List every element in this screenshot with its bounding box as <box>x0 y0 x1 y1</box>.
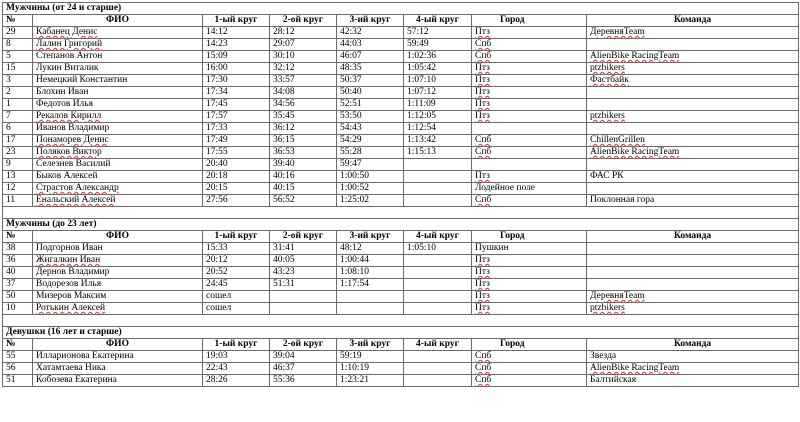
header-lap3: 3-ий круг <box>337 15 404 27</box>
table-row <box>3 303 799 315</box>
spacer-cell <box>3 315 799 327</box>
cell-no: 2 <box>3 87 33 99</box>
cell-lap1: 16:00 <box>203 63 270 75</box>
cell-lap1: 19:03 <box>203 351 270 363</box>
cell-lap1: сошел <box>203 291 270 303</box>
cell-no: 10 <box>3 303 33 315</box>
cell-lap1: сошел <box>203 303 270 315</box>
table-row <box>3 99 799 111</box>
cell-team <box>587 39 799 51</box>
cell-lap3 <box>337 303 404 315</box>
cell-team <box>587 279 799 291</box>
section-title: Мужчины (до 23 лет) <box>3 219 799 231</box>
cell-lap4: 59:49 <box>404 39 472 51</box>
cell-name: Кабанец Денис <box>33 27 203 39</box>
cell-no: 56 <box>3 363 33 375</box>
table-row <box>3 363 799 375</box>
cell-name: Лукин Виталик <box>33 63 203 75</box>
cell-lap3: 1:00:52 <box>337 183 404 195</box>
cell-city: Спб <box>472 135 587 147</box>
cell-city: Птз <box>472 87 587 99</box>
cell-no: 37 <box>3 279 33 291</box>
cell-team: AlienBike RacingTeam <box>587 147 799 159</box>
table-row <box>3 51 799 63</box>
cell-team <box>587 123 799 135</box>
cell-city: Спб <box>472 195 587 207</box>
table-row <box>3 27 799 39</box>
cell-lap3: 1:25:02 <box>337 195 404 207</box>
cell-lap1: 20:15 <box>203 183 270 195</box>
cell-city: Спб <box>472 351 587 363</box>
cell-lap2: 39:04 <box>270 351 337 363</box>
cell-city: Птз <box>472 63 587 75</box>
cell-lap3: 50:40 <box>337 87 404 99</box>
cell-lap4: 1:15:13 <box>404 147 472 159</box>
cell-lap2: 40:16 <box>270 171 337 183</box>
cell-lap1: 28:26 <box>203 375 270 387</box>
cell-city: Спб <box>472 51 587 63</box>
table-row <box>3 75 799 87</box>
cell-name: Понаморев Денис <box>33 135 203 147</box>
cell-lap3: 53:50 <box>337 111 404 123</box>
cell-team <box>587 159 799 171</box>
cell-name: Водорезов Илья <box>33 279 203 291</box>
cell-no: 55 <box>3 351 33 363</box>
cell-name: Поляков Виктор <box>33 147 203 159</box>
cell-team <box>587 99 799 111</box>
cell-lap2: 36:15 <box>270 135 337 147</box>
header-no: № <box>3 339 33 351</box>
cell-city: Спб <box>472 375 587 387</box>
cell-lap3: 1:08:10 <box>337 267 404 279</box>
cell-name: Федотов Илья <box>33 99 203 111</box>
cell-city: Пушкин <box>472 243 587 255</box>
table-row <box>3 279 799 291</box>
table-row <box>3 39 799 51</box>
cell-city: Птз <box>472 303 587 315</box>
cell-no: 40 <box>3 267 33 279</box>
cell-team: AlienBike RacingTeam <box>587 363 799 375</box>
cell-no: 29 <box>3 27 33 39</box>
cell-city: Птз <box>472 279 587 291</box>
cell-lap1: 17:55 <box>203 147 270 159</box>
cell-lap2: 36:12 <box>270 123 337 135</box>
header-lap2: 2-ой круг <box>270 15 337 27</box>
header-lap3: 3-ий круг <box>337 339 404 351</box>
cell-lap1: 24:45 <box>203 279 270 291</box>
table-row <box>3 267 799 279</box>
cell-lap3: 46:07 <box>337 51 404 63</box>
header-lap2: 2-ой круг <box>270 231 337 243</box>
cell-name: Селезнев Василий <box>33 159 203 171</box>
cell-city: Птз <box>472 75 587 87</box>
cell-lap2: 34:08 <box>270 87 337 99</box>
cell-lap4 <box>404 291 472 303</box>
cell-lap4 <box>404 267 472 279</box>
table-row <box>3 255 799 267</box>
cell-lap3: 50:37 <box>337 75 404 87</box>
cell-team <box>587 243 799 255</box>
header-lap1: 1-ый круг <box>203 231 270 243</box>
cell-name: Лалин Григорий <box>33 39 203 51</box>
cell-city: Птз <box>472 171 587 183</box>
header-lap2: 2-ой круг <box>270 339 337 351</box>
cell-lap3: 1:00:44 <box>337 255 404 267</box>
cell-lap2: 55:36 <box>270 375 337 387</box>
cell-lap3: 44:03 <box>337 39 404 51</box>
cell-name: Страстов Александр <box>33 183 203 195</box>
cell-lap4: 1:13:42 <box>404 135 472 147</box>
cell-lap2: 28:12 <box>270 27 337 39</box>
section-spacer <box>3 315 799 327</box>
header-city: Город <box>472 339 587 351</box>
table-row <box>3 111 799 123</box>
cell-name: Немецкий Константин <box>33 75 203 87</box>
cell-lap4 <box>404 375 472 387</box>
cell-no: 23 <box>3 147 33 159</box>
cell-lap1: 15:09 <box>203 51 270 63</box>
cell-name: Жигалкин Иван <box>33 255 203 267</box>
cell-lap2: 34:56 <box>270 99 337 111</box>
results-table <box>2 2 799 387</box>
cell-city: Птз <box>472 267 587 279</box>
cell-lap2: 35:45 <box>270 111 337 123</box>
cell-team: AlienBike RacingTeam <box>587 51 799 63</box>
cell-lap4 <box>404 351 472 363</box>
cell-lap2: 43:23 <box>270 267 337 279</box>
cell-lap3: 54:29 <box>337 135 404 147</box>
cell-team <box>587 183 799 195</box>
cell-city <box>472 159 587 171</box>
cell-team: Поклонная гора <box>587 195 799 207</box>
header-lap4: 4-ый круг <box>404 231 472 243</box>
cell-no: 13 <box>3 171 33 183</box>
cell-name: Хатамтаева Ника <box>33 363 203 375</box>
cell-no: 9 <box>3 159 33 171</box>
cell-team: ДеревняTeam <box>587 291 799 303</box>
cell-team: ДеревняTeam <box>587 27 799 39</box>
header-lap4: 4-ый круг <box>404 339 472 351</box>
cell-lap2: 40:05 <box>270 255 337 267</box>
cell-team <box>587 87 799 99</box>
table-row <box>3 135 799 147</box>
cell-lap1: 17:34 <box>203 87 270 99</box>
cell-lap2: 56:52 <box>270 195 337 207</box>
section-title: Мужчины (от 24 и старше) <box>3 3 799 15</box>
cell-lap3: 1:23:21 <box>337 375 404 387</box>
cell-name: Дернов Владимир <box>33 267 203 279</box>
cell-lap4: 1:02:36 <box>404 51 472 63</box>
cell-lap2: 46:37 <box>270 363 337 375</box>
cell-name: Ротькин Алексей <box>33 303 203 315</box>
cell-lap2: 40:15 <box>270 183 337 195</box>
cell-lap2: 31:41 <box>270 243 337 255</box>
cell-lap2: 39:40 <box>270 159 337 171</box>
cell-team: ФАС РК <box>587 171 799 183</box>
cell-team: ptzbikers <box>587 303 799 315</box>
cell-team: ptzbikers <box>587 63 799 75</box>
cell-name: Рекалов Кирилл <box>33 111 203 123</box>
cell-city: Птз <box>472 99 587 111</box>
cell-lap1: 17:57 <box>203 111 270 123</box>
cell-lap3: 1:10:19 <box>337 363 404 375</box>
cell-lap2: 29:07 <box>270 39 337 51</box>
cell-no: 11 <box>3 195 33 207</box>
table-row <box>3 159 799 171</box>
cell-lap1: 14:12 <box>203 27 270 39</box>
header-lap3: 3-ий круг <box>337 231 404 243</box>
table-row <box>3 375 799 387</box>
cell-lap4: 1:05:10 <box>404 243 472 255</box>
cell-lap1: 17:30 <box>203 75 270 87</box>
cell-no: 36 <box>3 255 33 267</box>
header-name: ФИО <box>33 15 203 27</box>
cell-city <box>472 123 587 135</box>
cell-city: Лодейное поле <box>472 183 587 195</box>
cell-no: 5 <box>3 51 33 63</box>
table-row <box>3 351 799 363</box>
cell-lap4 <box>404 279 472 291</box>
cell-lap3: 54:43 <box>337 123 404 135</box>
header-row <box>3 15 799 27</box>
cell-lap3: 59:47 <box>337 159 404 171</box>
cell-lap3: 59:19 <box>337 351 404 363</box>
cell-name: Илларионова Екатерина <box>33 351 203 363</box>
table-row <box>3 243 799 255</box>
cell-lap1: 17:49 <box>203 135 270 147</box>
cell-lap2: 33:57 <box>270 75 337 87</box>
table-row <box>3 87 799 99</box>
cell-lap2: 32:12 <box>270 63 337 75</box>
cell-lap4 <box>404 195 472 207</box>
cell-lap1: 14:23 <box>203 39 270 51</box>
cell-name: Блохин Иван <box>33 87 203 99</box>
cell-city: Птз <box>472 291 587 303</box>
cell-no: 38 <box>3 243 33 255</box>
section-title-row <box>3 327 799 339</box>
cell-lap4 <box>404 255 472 267</box>
cell-team: Фастбайк <box>587 75 799 87</box>
cell-lap4: 1:05:42 <box>404 63 472 75</box>
cell-lap1: 20:52 <box>203 267 270 279</box>
header-row <box>3 339 799 351</box>
cell-lap3: 52:51 <box>337 99 404 111</box>
header-row <box>3 231 799 243</box>
cell-team: Балтийская <box>587 375 799 387</box>
cell-lap3: 48:12 <box>337 243 404 255</box>
cell-city: Спб <box>472 39 587 51</box>
table-row <box>3 195 799 207</box>
cell-city: Птз <box>472 27 587 39</box>
cell-lap1: 20:40 <box>203 159 270 171</box>
cell-name: Кобозева Екатерина <box>33 375 203 387</box>
header-lap1: 1-ый круг <box>203 15 270 27</box>
cell-lap3: 42:32 <box>337 27 404 39</box>
cell-lap3 <box>337 291 404 303</box>
cell-no: 15 <box>3 63 33 75</box>
cell-lap4: 57:12 <box>404 27 472 39</box>
section-spacer <box>3 207 799 219</box>
cell-name: Быков Алексей <box>33 171 203 183</box>
header-lap1: 1-ый круг <box>203 339 270 351</box>
cell-lap1: 27:56 <box>203 195 270 207</box>
cell-no: 1 <box>3 99 33 111</box>
cell-name: Иванов Владимир <box>33 123 203 135</box>
cell-no: 3 <box>3 75 33 87</box>
cell-lap2: 51:31 <box>270 279 337 291</box>
spacer-cell <box>3 207 799 219</box>
cell-name: Подгорнов Иван <box>33 243 203 255</box>
cell-no: 17 <box>3 135 33 147</box>
cell-city: Спб <box>472 147 587 159</box>
cell-team: ChillenGrillen <box>587 135 799 147</box>
table-row <box>3 183 799 195</box>
cell-name: Мизеров Максим <box>33 291 203 303</box>
cell-lap4: 1:12:05 <box>404 111 472 123</box>
cell-lap2: 30:10 <box>270 51 337 63</box>
section-title-row <box>3 219 799 231</box>
cell-no: 50 <box>3 291 33 303</box>
cell-lap1: 17:45 <box>203 99 270 111</box>
cell-lap4 <box>404 171 472 183</box>
cell-lap4: 1:12:54 <box>404 123 472 135</box>
cell-no: 7 <box>3 111 33 123</box>
header-name: ФИО <box>33 339 203 351</box>
table-row <box>3 63 799 75</box>
cell-lap4: 1:07:10 <box>404 75 472 87</box>
cell-team <box>587 255 799 267</box>
table-row <box>3 291 799 303</box>
cell-city: Птз <box>472 111 587 123</box>
cell-no: 51 <box>3 375 33 387</box>
cell-lap2 <box>270 291 337 303</box>
cell-no: 8 <box>3 39 33 51</box>
cell-lap4: 1:07:12 <box>404 87 472 99</box>
header-team: Команда <box>587 15 799 27</box>
cell-lap1: 20:18 <box>203 171 270 183</box>
section-title-row <box>3 3 799 15</box>
cell-lap1: 15:33 <box>203 243 270 255</box>
header-no: № <box>3 231 33 243</box>
cell-lap3: 1:00:50 <box>337 171 404 183</box>
cell-city: Спб <box>472 363 587 375</box>
cell-name: Енальский Алексей <box>33 195 203 207</box>
header-city: Город <box>472 231 587 243</box>
cell-lap4 <box>404 183 472 195</box>
cell-lap4 <box>404 363 472 375</box>
cell-lap1: 20:12 <box>203 255 270 267</box>
cell-lap3: 55:28 <box>337 147 404 159</box>
cell-lap1: 17:33 <box>203 123 270 135</box>
cell-team: Звезда <box>587 351 799 363</box>
cell-no: 12 <box>3 183 33 195</box>
cell-name: Степанов Антон <box>33 51 203 63</box>
section-title: Девушки (16 лет и старше) <box>3 327 799 339</box>
header-team: Команда <box>587 339 799 351</box>
cell-team: ptzbikers <box>587 111 799 123</box>
cell-lap3: 48:35 <box>337 63 404 75</box>
header-no: № <box>3 15 33 27</box>
cell-lap4 <box>404 159 472 171</box>
cell-lap4 <box>404 303 472 315</box>
cell-lap1: 22:43 <box>203 363 270 375</box>
table-row <box>3 147 799 159</box>
header-lap4: 4-ый круг <box>404 15 472 27</box>
header-city: Город <box>472 15 587 27</box>
cell-lap4: 1:11:09 <box>404 99 472 111</box>
results-body <box>3 3 799 387</box>
cell-lap3: 1:17:54 <box>337 279 404 291</box>
cell-team <box>587 267 799 279</box>
header-team: Команда <box>587 231 799 243</box>
header-name: ФИО <box>33 231 203 243</box>
cell-no: 6 <box>3 123 33 135</box>
cell-lap2 <box>270 303 337 315</box>
table-row <box>3 171 799 183</box>
cell-lap2: 36:53 <box>270 147 337 159</box>
cell-city: Птз <box>472 255 587 267</box>
table-row <box>3 123 799 135</box>
